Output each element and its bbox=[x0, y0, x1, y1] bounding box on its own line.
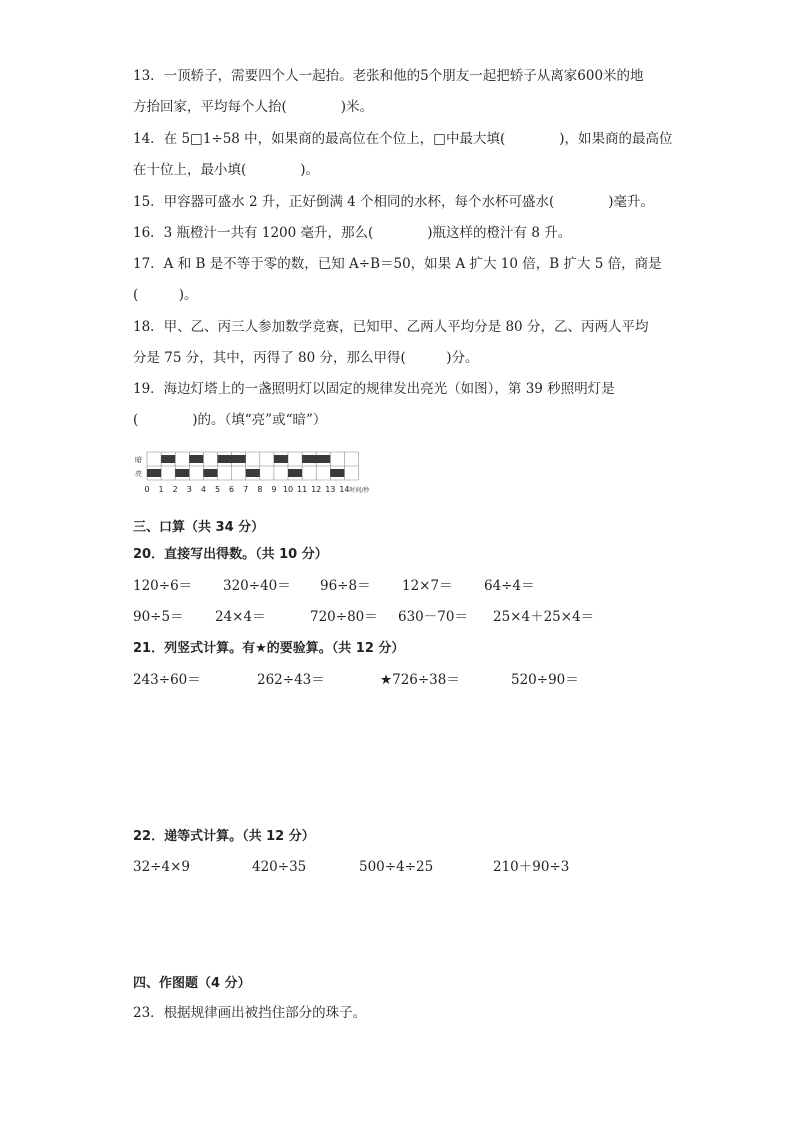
question-18-line2: 分是 75 分，其中，丙得了 80 分，那么甲得( )分。 bbox=[133, 350, 479, 366]
question-17-line2: ( )。 bbox=[133, 287, 198, 303]
question-17-line1: 17．A 和 B 是不等于零的数，已知 A÷B＝50，如果 A 扩大 10 倍，B 扩大 5 倍，商是 bbox=[133, 256, 662, 272]
calc22-item: 420÷35 bbox=[252, 859, 307, 875]
row-label: 暗 bbox=[135, 456, 142, 464]
calc20-item: 630－70＝ bbox=[398, 609, 468, 625]
calc20-row1 bbox=[133, 577, 693, 595]
calc21-item: ★726÷38＝ bbox=[380, 672, 460, 688]
question-19-line2: ( )的。（填“亮”或“暗”） bbox=[133, 412, 327, 428]
calc21-item: 520÷90＝ bbox=[511, 672, 579, 688]
question-23: 23．根据规律画出被挡住部分的珠子。 bbox=[133, 1005, 367, 1021]
x-tick-label: 8 bbox=[257, 485, 263, 494]
light-bar bbox=[330, 469, 344, 477]
x-unit-label: 时间/秒 bbox=[349, 487, 370, 494]
question-15: 15．甲容器可盛水 2 升，正好倒满 4 个相同的水杯，每个水杯可盛水( )毫升。 bbox=[133, 194, 655, 210]
dark-bar bbox=[274, 455, 288, 463]
lighthouse-timeline-chart bbox=[133, 446, 393, 508]
calc20-item: 720÷80＝ bbox=[310, 609, 378, 625]
dark-bar bbox=[218, 455, 246, 463]
calc20-item: 24×4＝ bbox=[215, 609, 266, 625]
calc22-row bbox=[133, 858, 693, 876]
dark-bar bbox=[161, 455, 175, 463]
question-18-line1: 18．甲、乙、丙三人参加数学竞赛，已知甲、乙两人平均分是 80 分，乙、丙两人平均 bbox=[133, 319, 649, 335]
calc20-item: 64÷4＝ bbox=[484, 578, 535, 594]
calc20-item: 96÷8＝ bbox=[320, 578, 371, 594]
calc21-row bbox=[133, 671, 693, 689]
calc20-item: 320÷40＝ bbox=[223, 578, 291, 594]
calc20-item: 12×7＝ bbox=[402, 578, 453, 594]
x-tick-label: 3 bbox=[186, 485, 192, 494]
x-tick-label: 5 bbox=[214, 485, 221, 494]
question-21-heading: 21．列竖式计算。有★的要验算。（共 12 分） bbox=[133, 641, 405, 656]
x-tick-label: 4 bbox=[200, 485, 206, 494]
x-tick-label: 11 bbox=[297, 485, 308, 494]
x-tick-label: 6 bbox=[229, 485, 235, 494]
dark-bar bbox=[189, 455, 203, 463]
question-22-heading: 22．递等式计算。（共 12 分） bbox=[133, 829, 315, 844]
light-bar bbox=[203, 469, 217, 477]
x-tick-label: 7 bbox=[243, 485, 249, 494]
calc22-item: 500÷4÷25 bbox=[359, 859, 434, 875]
section-3-heading: 三、口算（共 34 分） bbox=[133, 520, 265, 535]
x-tick-label: 1 bbox=[158, 485, 164, 494]
question-16: 16．3 瓶橙汁一共有 1200 毫升，那么( )瓶这样的橙汁有 8 升。 bbox=[133, 225, 572, 241]
light-bar bbox=[175, 469, 189, 477]
x-tick-label: 2 bbox=[172, 485, 178, 494]
calc21-item: 243÷60＝ bbox=[133, 672, 201, 688]
calc20-item: 25×4＋25×4＝ bbox=[493, 609, 595, 625]
question-13-line2: 方抬回家，平均每个人抬( )米。 bbox=[133, 99, 374, 115]
calc22-item: 32÷4×9 bbox=[133, 859, 190, 875]
x-tick-label: 10 bbox=[282, 485, 294, 494]
question-20-heading: 20．直接写出得数。（共 10 分） bbox=[133, 547, 328, 562]
x-tick-label: 12 bbox=[311, 485, 322, 494]
light-bar bbox=[246, 469, 260, 477]
calc21-item: 262÷43＝ bbox=[257, 672, 325, 688]
row-label: 亮 bbox=[135, 470, 142, 478]
x-tick-label: 0 bbox=[144, 485, 150, 494]
question-13-line1: 13．一顶轿子，需要四个人一起抬。老张和他的5个朋友一起把轿子从离家600米的地 bbox=[133, 68, 644, 84]
section-4-heading: 四、作图题（4 分） bbox=[133, 976, 251, 991]
light-bar bbox=[288, 469, 302, 477]
x-tick-label: 14 bbox=[339, 485, 350, 494]
x-tick-label: 9 bbox=[271, 485, 277, 494]
dark-bar bbox=[302, 455, 330, 463]
question-14-line2: 在十位上，最小填( )。 bbox=[133, 162, 320, 178]
calc20-row2 bbox=[133, 608, 693, 626]
light-bar bbox=[147, 469, 161, 477]
calc20-item: 120÷6＝ bbox=[133, 578, 193, 594]
calc20-item: 90÷5＝ bbox=[133, 609, 184, 625]
question-14-line1: 14．在 5□1÷58 中，如果商的最高位在个位上，□中最大填( )，如果商的最高位 bbox=[133, 131, 673, 147]
x-tick-label: 13 bbox=[325, 485, 336, 494]
calc22-item: 210＋90÷3 bbox=[493, 859, 570, 875]
question-19-line1: 19．海边灯塔上的一盏照明灯以固定的规律发出亮光（如图），第 39 秒照明灯是 bbox=[133, 381, 615, 397]
